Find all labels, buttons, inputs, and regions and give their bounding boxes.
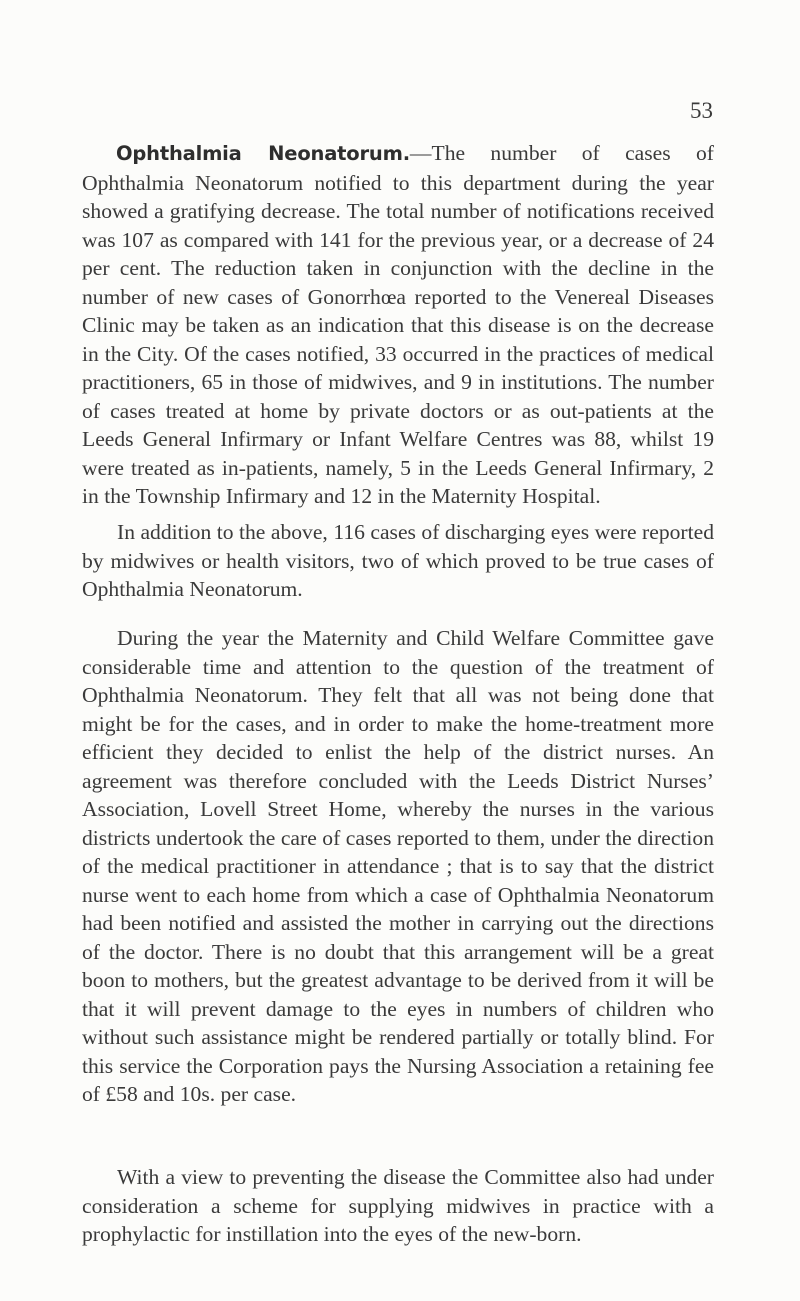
paragraph-text: In addition to the above, 116 cases of discharging eyes were reported by midwives or health visitors, two of which proved to be true cases of Ophthalmia Neonatorum.: [82, 520, 714, 601]
paragraph-ophthalmia-neonatorum: [82, 139, 714, 511]
section-heading: Ophthalmia Neonatorum.: [116, 142, 410, 165]
paragraph-text: With a view to preventing the disease the Committee also had under consideration a scheme for supplying midwives in practice with a prophylactic for instillation into the eyes of the new-born.: [82, 1165, 714, 1246]
paragraph-discharging-eyes: [82, 518, 714, 604]
page-number: 53: [690, 98, 713, 123]
paragraph-text: During the year the Maternity and Child Welfare Committee gave considerable time and attention to the question of the treatment of Ophthalmia Neonatorum. They felt that all was not being done that might be for the cases, and in order to make the home-treatment more efficient they decided to enlist the help of the district nurses. An agreement was therefore concluded with the Leeds District Nurses’ Association, Lovell Street Home, whereby the nurses in the various districts undertook the care of cases reported to them, under the direction of the medical practitioner in attendance ; that is to say that the district nurse went to each home from which a case of Ophthalmia Neonatorum had been notified and assisted the mother in carrying out the directions of the doctor. There is no doubt that this arrangement will be a great boon to mothers, but the greatest advantage to be derived from it will be that it will prevent damage to the eyes in numbers of children who without such assistance might be rendered partially or totally blind. For this service the Corporation pays the Nursing Association a retaining fee of £58 and 10s. per case.: [82, 626, 714, 1106]
paragraph-committee-treatment: [82, 624, 714, 1109]
paragraph-prevention-scheme: [82, 1163, 714, 1249]
paragraph-text: —The number of cases of Ophthalmia Neonatorum notified to this department during the year showed a gratifying decrease. The total number of notifications received was 107 as compared with 141 for the previous year, or a decrease of 24 per cent. The reduction taken in conjunction with the decline in the number of new cases of Gonorrhœa reported to the Venereal Diseases Clinic may be taken as an indication that this disease is on the decrease in the City. Of the cases notified, 33 occurred in the practices of medical practitioners, 65 in those of midwives, and 9 in institutions. The number of cases treated at home by private doctors or as out-patients at the Leeds General Infirmary or Infant Welfare Centres was 88, whilst 19 were treated as in-patients, namely, 5 in the Leeds General Infirmary, 2 in the Township Infirmary and 12 in the Maternity Hospital.: [82, 141, 714, 508]
